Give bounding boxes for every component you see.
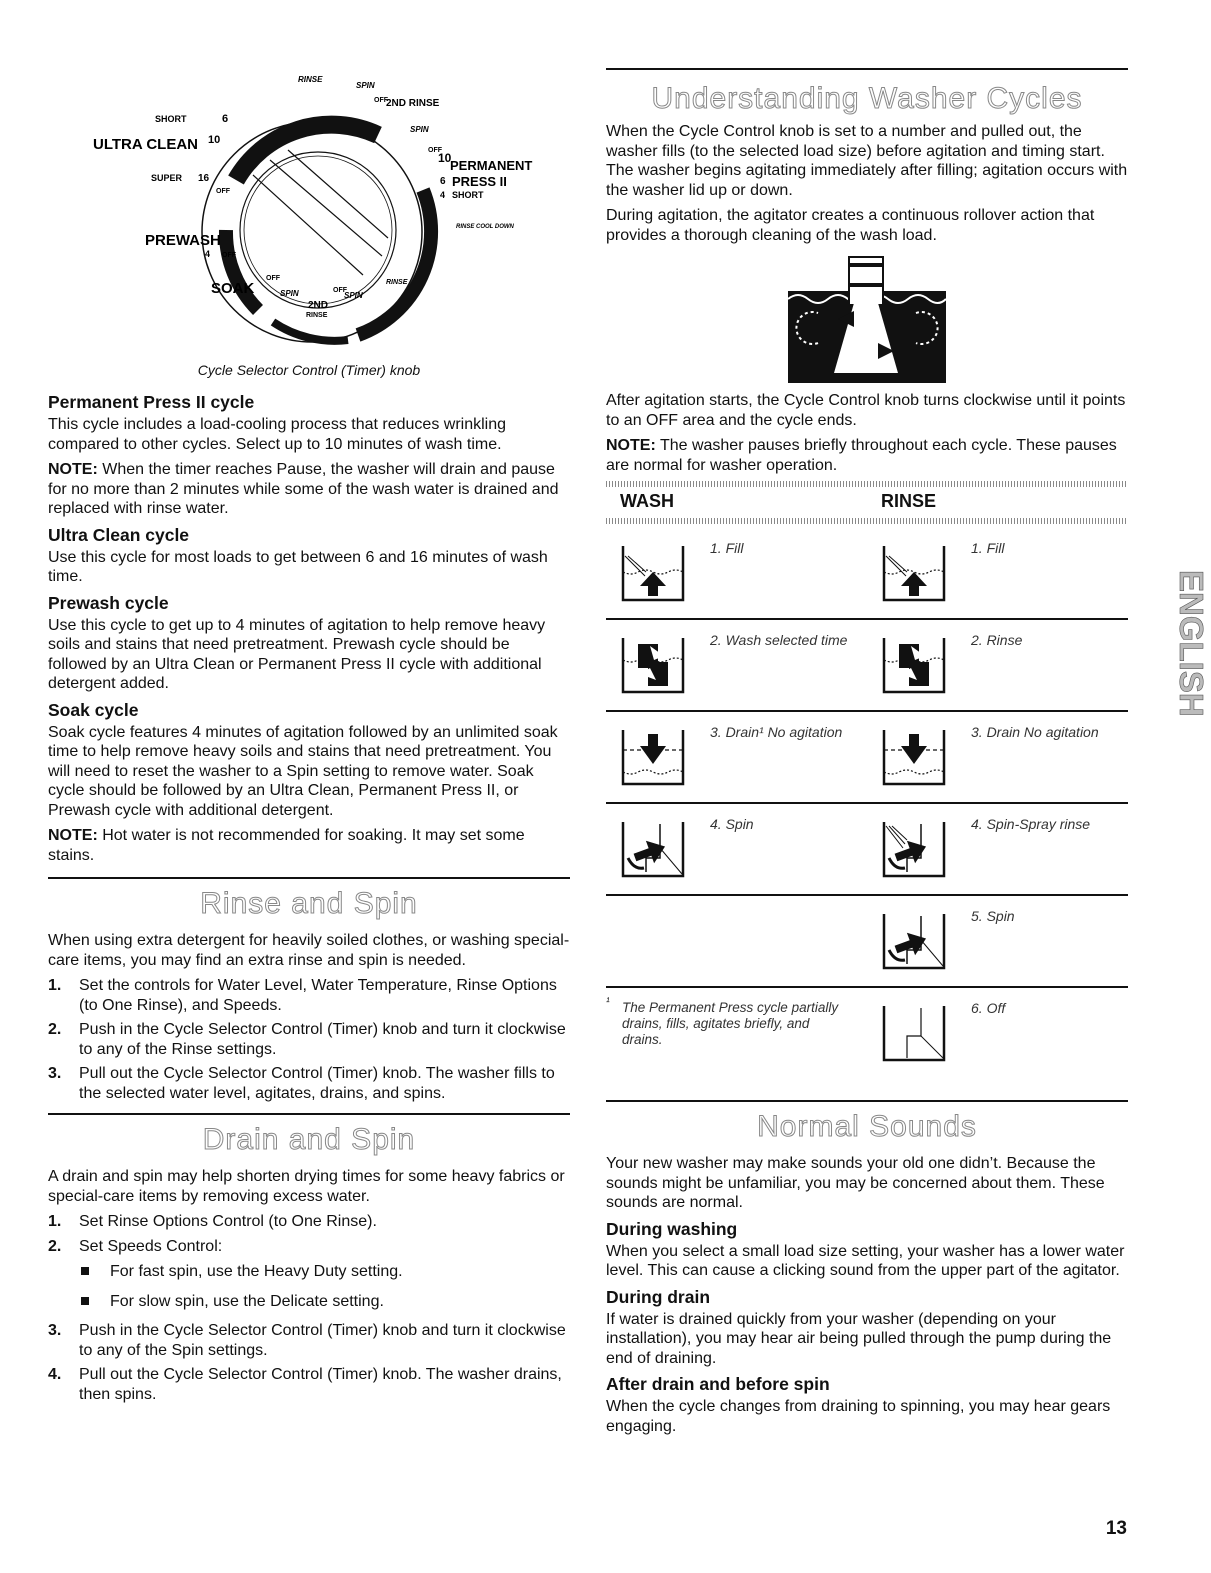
sound-heading: During washing — [606, 1218, 738, 1239]
wash-step-cell — [606, 804, 867, 894]
drain-step — [48, 1365, 570, 1404]
step-text: Push in the Cycle Selector Control (Timer) knob and turn it clockwise to any of the Rinse settings. — [79, 1021, 566, 1058]
cycle-heading: Permanent Press II cycle — [48, 392, 255, 412]
cycle-selector-dial — [48, 60, 570, 350]
dial-label: SHORT — [155, 114, 187, 124]
step-number: 3. — [48, 1065, 62, 1082]
cycle-table-row — [606, 986, 1128, 1078]
dial-label: SOAK — [211, 280, 255, 297]
rinse-header: RINSE — [881, 491, 937, 511]
dial-label: RINSE — [386, 279, 408, 286]
dial-label: SPIN — [410, 125, 429, 134]
wash-step-cell — [606, 528, 867, 618]
dial-label: SUPER — [151, 173, 183, 183]
wash-step-icon — [620, 634, 686, 696]
cycle-description — [48, 723, 570, 821]
step-number: 3. — [48, 1322, 62, 1339]
understanding-p3: After agitation starts, the Cycle Control knob turns clockwise until it points to an OFF area and the cycle ends. — [606, 392, 1126, 429]
sound-description: When the cycle changes from draining to spinning, you may hear gears engaging. — [606, 1398, 1111, 1435]
dial-label: 2ND — [308, 300, 329, 311]
rinse-step-cell — [867, 712, 1128, 802]
dial-label: 6 — [440, 176, 446, 187]
cycle-description — [48, 460, 570, 519]
dial-caption: Cycle Selector Control (Timer) knob — [197, 362, 421, 378]
bullet-item — [48, 1292, 570, 1312]
step-number: 1. — [48, 977, 62, 994]
divider — [48, 877, 570, 879]
fill-step-icon — [881, 542, 947, 604]
drain-step — [48, 1321, 570, 1360]
step-text: Set the controls for Water Level, Water Temperature, Rinse Options (to One Rinse), and Speeds. — [79, 977, 557, 1014]
dial-label: OFF — [333, 287, 347, 294]
rinse-step-label: 5. Spin — [971, 908, 1015, 924]
dial-label: RINSE COOL DOWN — [456, 224, 514, 230]
understanding-cycles-title: Understanding Washer Cycles — [651, 82, 1083, 115]
dial-label: RINSE — [306, 312, 328, 319]
dial-label: RINSE — [298, 75, 323, 84]
off-step-icon — [881, 1002, 947, 1064]
step-number: 1. — [48, 1213, 62, 1230]
right-column — [606, 60, 1128, 1442]
drain-step — [48, 1237, 570, 1257]
bullet-square-icon — [81, 1297, 89, 1305]
paragraph-text: Use this cycle for most loads to get between 6 and 16 minutes of wash time. — [48, 548, 548, 585]
understanding-p1: When the Cycle Control knob is set to a number and pulled out, the washer fills (to the selected load size) before agitation and timing start. The washer begins agitating immediately after filling; agitation occurs with the washer lid up or down. — [606, 123, 1128, 199]
sound-description: When you select a small load size setting, your washer has a lower water level. This can cause a clicking sound from the upper part of the agitator. — [606, 1242, 1125, 1279]
dial-label: 6 — [222, 113, 229, 125]
note-label: NOTE: — [606, 437, 656, 454]
rinse-and-spin-intro: When using extra detergent for heavily soiled clothes, or washing special-care items, you may find an extra rinse and spin is needed. — [48, 932, 570, 969]
dial-label: OFF — [428, 147, 442, 154]
cycle-heading: Ultra Clean cycle — [48, 524, 190, 545]
step-number: 2. — [48, 1021, 62, 1038]
cycle-table-footnote: The Permanent Press cycle partially drains, fills, agitates briefly, and drains. — [622, 1000, 839, 1047]
normal-sounds-title: Normal Sounds — [757, 1110, 977, 1143]
side-tab-language — [1152, 568, 1210, 788]
step-number: 2. — [48, 1237, 62, 1255]
normal-sounds-intro: Your new washer may make sounds your old one didn’t. Because the sounds might be unfamiliar, you may be concerned about them. These sounds are normal. — [606, 1155, 1105, 1211]
dial-label: OFF — [222, 252, 236, 259]
rinse-and-spin-title: Rinse and Spin — [200, 887, 418, 920]
cycle-description — [48, 548, 570, 587]
dial-label: SHORT — [452, 190, 484, 200]
bullet-square-icon — [81, 1267, 89, 1275]
cycle-description — [48, 616, 570, 694]
note-label: NOTE: — [48, 827, 98, 844]
dial-label: 4 — [440, 190, 446, 200]
dial-label: PRESS II — [452, 174, 507, 189]
understanding-note — [606, 436, 1128, 475]
drain-step-icon — [620, 726, 686, 788]
wash-step-label: 3. Drain¹ No agitation — [710, 724, 843, 740]
wash-step-cell — [606, 988, 867, 1078]
drain-and-spin-intro: A drain and spin may help shorten drying times for some heavy fabrics or special-care items by removing excess water. — [48, 1168, 565, 1205]
rinse-step-label: 6. Off — [971, 1000, 1006, 1016]
dial-label: 4 — [205, 249, 211, 259]
wash-step-label: 1. Fill — [710, 540, 744, 556]
bullet-text: For slow spin, use the Delicate setting. — [110, 1292, 384, 1310]
step-text: Pull out the Cycle Selector Control (Timer) knob. The washer drains, then spins. — [79, 1366, 562, 1403]
side-tab-label: ENGLISH — [1173, 570, 1210, 717]
rinse-step-cell — [867, 988, 1128, 1078]
cycle-steps-table — [606, 487, 1128, 1078]
paragraph-text: Hot water is not recommended for soaking. It may set some stains. — [48, 827, 525, 864]
paragraph-text: Use this cycle to get up to 4 minutes of agitation to help remove heavy soils and stains that need pretreatment. Prewash cycle should be followed by an Ultra Clean or Permanent Press II cycle with additional detergent added. — [48, 616, 546, 692]
dial-label: 10 — [438, 151, 452, 165]
dial-label: 10 — [208, 134, 221, 146]
divider — [606, 68, 1128, 70]
divider — [606, 1100, 1128, 1102]
wash-header: WASH — [620, 491, 674, 511]
dotted-divider — [606, 518, 1128, 524]
dial-label: SPIN — [356, 81, 375, 90]
left-column — [48, 60, 570, 1409]
fill-step-icon — [620, 542, 686, 604]
sound-description: If water is drained quickly from your washer (depending on your installation), you may hear air being pulled through the pump during the end of draining. — [606, 1310, 1112, 1367]
drain-step — [48, 1212, 570, 1232]
rinse-step-label: 4. Spin-Spray rinse — [971, 816, 1091, 832]
dial-label: ULTRA CLEAN — [93, 136, 198, 153]
cycle-table-rows — [606, 528, 1128, 1078]
rinse-step-cell — [867, 896, 1128, 986]
sound-heading: During drain — [606, 1286, 711, 1307]
note-label: NOTE: — [48, 461, 98, 478]
cycle-table-row — [606, 528, 1128, 618]
dial-illustration — [48, 60, 570, 350]
bullet-item — [48, 1262, 570, 1282]
spin-step-icon — [881, 910, 947, 972]
spray-step-icon — [881, 818, 947, 880]
bullet-text: For fast spin, use the Heavy Duty setting. — [110, 1263, 403, 1280]
normal-sounds-list — [606, 1219, 1128, 1437]
cycle-description — [48, 415, 570, 454]
page-number: 13 — [1105, 1518, 1127, 1539]
cycle-table-row — [606, 618, 1128, 710]
drain-step-icon — [881, 726, 947, 788]
dial-label: PREWASH — [145, 232, 221, 249]
drain-and-spin-title: Drain and Spin — [202, 1123, 416, 1156]
dial-label: 2ND RINSE — [386, 98, 440, 109]
agitator-image — [606, 253, 1128, 385]
cycle-heading: Soak cycle — [48, 699, 139, 720]
rinse-and-spin-steps — [48, 976, 570, 1103]
rinse-step-label: 2. Rinse — [971, 632, 1023, 648]
cycle-table-header — [606, 487, 1128, 518]
agitator-illustration — [606, 253, 1128, 385]
wash-step-cell — [606, 712, 867, 802]
cycle-descriptions — [48, 392, 570, 865]
wash-step-cell — [606, 620, 867, 710]
paragraph-text: This cycle includes a load-cooling process that reduces wrinkling compared to other cycles. Select up to 10 minutes of wash time. — [48, 416, 506, 453]
note-text: The washer pauses briefly throughout each cycle. These pauses are normal for washer operation. — [606, 437, 1117, 474]
dial-label: OFF — [216, 188, 230, 195]
wash-step-icon — [881, 634, 947, 696]
rinse-step — [48, 1020, 570, 1059]
step-text: Set Rinse Options Control (to One Rinse). — [79, 1213, 377, 1230]
dial-label: 16 — [198, 173, 210, 184]
step-text: Push in the Cycle Selector Control (Timer) knob and turn it clockwise to any of the Spin settings. — [79, 1322, 566, 1359]
rinse-step-label: 1. Fill — [971, 540, 1005, 556]
paragraph-text: When the timer reaches Pause, the washer will drain and pause for no more than 2 minutes while some of the wash water is drained and replaced with rinse water. — [48, 461, 559, 517]
dial-label: OFF — [374, 97, 388, 104]
rinse-step-cell — [867, 804, 1128, 894]
step-text: Set Speeds Control: — [79, 1237, 223, 1255]
rinse-step-cell — [867, 620, 1128, 710]
cycle-table-row — [606, 710, 1128, 802]
wash-step-cell — [606, 896, 867, 986]
dial-label: SPIN — [280, 289, 299, 298]
rinse-step — [48, 1064, 570, 1103]
dial-label: OFF — [266, 275, 280, 282]
step-number: 4. — [48, 1366, 62, 1383]
cycle-table-row — [606, 802, 1128, 894]
dial-label: PERMANENT — [450, 158, 533, 173]
step-text: Pull out the Cycle Selector Control (Timer) knob. The washer fills to the selected water level, agitates, drains, and spins. — [79, 1065, 555, 1102]
sound-heading: After drain and before spin — [606, 1374, 830, 1394]
footnote-mark: ¹ — [606, 996, 610, 1008]
divider — [48, 1113, 570, 1115]
rinse-step-cell — [867, 528, 1128, 618]
spin-step-icon — [620, 818, 686, 880]
rinse-step-label: 3. Drain No agitation — [971, 724, 1099, 740]
understanding-p2: During agitation, the agitator creates a continuous rollover action that provides a thorough cleaning of the wash load. — [606, 207, 1095, 244]
paragraph-text: Soak cycle features 4 minutes of agitation followed by an unlimited soak time to help remove heavy soils and stains that need pretreatment. You will need to reset the washer to a Spin setting to remove water. Soak cycle should be followed by an Ultra Clean, Permanent Press II, or Prewash cycle with additional detergent. — [48, 723, 558, 819]
cycle-heading: Prewash cycle — [48, 592, 169, 613]
rinse-step — [48, 976, 570, 1015]
wash-step-label: 2. Wash selected time — [710, 632, 848, 648]
cycle-table-row — [606, 894, 1128, 986]
cycle-description — [48, 826, 570, 865]
dial-label: SPIN — [344, 291, 363, 300]
wash-step-label: 4. Spin — [710, 816, 754, 832]
